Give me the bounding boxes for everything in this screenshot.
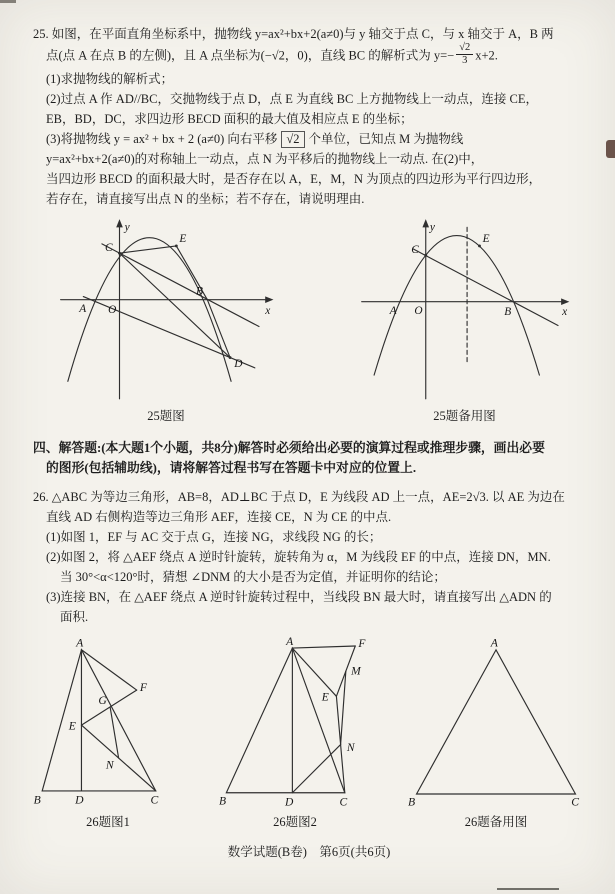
figure-26-1-svg — [33, 637, 183, 809]
problem-25-item-3-cont-3: 若存在，请直接写出点 N 的坐标；若不存在，请说明理由. — [46, 192, 365, 207]
segment-ae — [292, 648, 336, 696]
figure-26-backup — [407, 637, 585, 830]
label-d: D — [285, 796, 294, 809]
problem-25-item-3-cont-2: 当四边形 BECD 的面积最大时，是否存在以 A，E，M，N 为顶点的四边形为平行四边形， — [46, 172, 542, 187]
segment-ef — [81, 690, 136, 725]
boxed-sqrt2: √2 — [281, 131, 304, 148]
figure-26-1 — [33, 637, 183, 830]
label-b: B — [408, 795, 416, 809]
fraction — [456, 42, 473, 67]
x-axis-arrow — [265, 296, 273, 303]
figure-25-main-caption: 25题图 — [147, 409, 185, 424]
triangle-abc — [226, 648, 344, 793]
problem-25 — [33, 24, 585, 209]
problem-25-line-1: 25. 如图，在平面直角坐标系中，抛物线 y=ax²+bx+2(a≠0)与 y 轴交于点 C，与 x 轴交于 A，B 两 — [33, 27, 554, 41]
label-a: A — [286, 636, 294, 649]
segment-ng — [110, 707, 118, 758]
figure-25-main-svg — [51, 217, 281, 403]
problem-25-figures — [33, 217, 585, 424]
segment-af — [81, 650, 136, 690]
label-a: A — [79, 303, 87, 316]
label-f: F — [358, 638, 366, 651]
label-n: N — [105, 758, 114, 772]
section-4-line-2: 的图形(包括辅助线)，请将解答过程书写在答题卡中对应的位置上. — [46, 461, 417, 476]
point-c — [424, 254, 427, 257]
label-o: O — [414, 305, 423, 318]
label-y: y — [429, 221, 435, 234]
label-b: B — [504, 306, 512, 319]
line-text: (3)将抛物线 y = ax² + bx + 2 (a≠0) 向右平移 — [46, 132, 278, 147]
x-axis-arrow — [561, 299, 569, 306]
label-x: x — [562, 306, 568, 319]
figure-26-backup-svg — [407, 637, 585, 809]
line-text: 个单位，已知点 M 为抛物线 — [308, 132, 464, 147]
label-c: C — [105, 242, 113, 255]
figure-26-2-caption: 26题图2 — [273, 815, 317, 830]
parabola-curve — [68, 238, 231, 382]
problem-26-item-2: (2)如图 2，将 △AEF 绕点 A 逆时针旋转，旋转角为 α，M 为线段 EF 的中点，连接 DN，MN. — [46, 550, 551, 565]
figure-25-backup-caption: 25题备用图 — [433, 409, 496, 424]
problem-25-item-3 — [46, 129, 585, 149]
line-text: x+2. — [475, 48, 498, 63]
label-n: N — [346, 741, 355, 754]
problem-25-item-2: (2)过点 A 作 AD//BC，交抛物线于点 D，点 E 为直线 BC 上方抛物线上一动点，连接 CE， — [46, 92, 539, 107]
figure-26-2-svg — [219, 635, 371, 809]
section-4-line-1: 四、解答题:(本大题1个小题，共8分)解答时必须给出必要的演算过程或推理步骤，画出必要 — [33, 441, 545, 456]
problem-26-line-2: 直线 AD 右侧构造等边三角形 AEF，连接 CE，N 为 CE 的中点. — [46, 510, 392, 525]
figure-25-backup-svg — [352, 217, 577, 403]
segment-af — [292, 646, 355, 648]
point-d — [229, 356, 232, 359]
label-e: E — [321, 691, 329, 704]
scan-artifact-top-left — [0, 0, 16, 3]
y-axis-arrow — [422, 219, 429, 227]
label-c: C — [339, 796, 348, 809]
problem-26-item-3-cont: 面积. — [60, 610, 89, 625]
figure-26-1-caption: 26题图1 — [86, 815, 130, 830]
parabola-curve — [374, 236, 539, 376]
fraction-numerator: √2 — [456, 42, 473, 55]
label-d: D — [75, 793, 84, 807]
problem-25-line-2 — [46, 44, 585, 69]
triangle-abc — [42, 650, 156, 791]
label-d: D — [234, 357, 243, 370]
triangle-abc — [417, 650, 576, 794]
scan-artifact-bottom-line — [497, 888, 559, 890]
problem-26-item-2-cont: 当 30°<α<120°时，猜想 ∠DNM 的大小是否为定值，并证明你的结论； — [60, 570, 446, 585]
label-c: C — [571, 795, 579, 809]
problem-26-item-3: (3)连接 BN，在 △AEF 绕点 A 逆时针旋转过程中，当线段 BN 最大时，请直接写出 △ADN 的 — [46, 590, 552, 605]
segment-dn — [292, 745, 340, 793]
point-e — [175, 245, 178, 248]
label-m: M — [351, 665, 361, 678]
figure-25-backup — [352, 217, 577, 424]
label-b: B — [195, 285, 203, 298]
label-e: E — [68, 719, 76, 733]
label-c: C — [411, 244, 419, 257]
problem-26-item-1: (1)如图 1，EF 与 AC 交于点 G，连接 NG，求线段 NG 的长； — [46, 530, 382, 545]
problem-26 — [33, 487, 585, 627]
label-g: G — [98, 694, 107, 708]
segment-cd — [120, 253, 231, 357]
y-axis-arrow — [116, 219, 123, 227]
problem-25-item-3-cont-1: y=ax²+bx+2(a≠0)的对称轴上一动点，点 N 为平移后的抛物线上一动点. 在(2)中， — [46, 152, 484, 167]
point-e — [478, 245, 481, 248]
label-b: B — [33, 793, 41, 807]
label-e: E — [482, 232, 490, 245]
section-4-header — [33, 438, 585, 478]
label-c: C — [150, 793, 159, 807]
problem-25-item-2-cont: EB，BD，DC，求四边形 BECD 面积的最大值及相应点 E 的坐标； — [46, 112, 413, 127]
scan-artifact-right-edge — [606, 140, 615, 158]
label-a: A — [389, 305, 397, 318]
figure-25-main — [51, 217, 281, 424]
label-a: A — [76, 637, 84, 650]
label-x: x — [265, 305, 271, 318]
label-e: E — [179, 232, 187, 245]
label-y: y — [124, 221, 130, 234]
point-c — [118, 252, 121, 255]
problem-25-item-1: (1)求抛物线的解析式； — [46, 72, 174, 87]
problem-26-figures — [33, 635, 585, 830]
problem-26-line-1: 26. △ABC 为等边三角形，AB=8，AD⊥BC 于点 D，E 为线段 AD 上一点，AE=2√3. 以 AE 为边在 — [33, 490, 565, 505]
line-text: 点(点 A 在点 B 的左侧)，且 A 点坐标为(−√2，0)，直线 BC 的解析式为 y=− — [46, 48, 455, 63]
fraction-denominator: 3 — [462, 55, 468, 67]
label-o: O — [108, 304, 117, 317]
figure-26-2 — [219, 635, 371, 830]
label-a: A — [490, 637, 498, 650]
label-f: F — [139, 681, 147, 695]
label-b: B — [219, 795, 227, 808]
page-footer: 数学试题(B卷) 第6页(共6页) — [227, 845, 391, 860]
segment-bd — [207, 300, 230, 358]
line-bc — [413, 249, 558, 325]
figure-26-backup-caption: 26题备用图 — [464, 815, 528, 830]
